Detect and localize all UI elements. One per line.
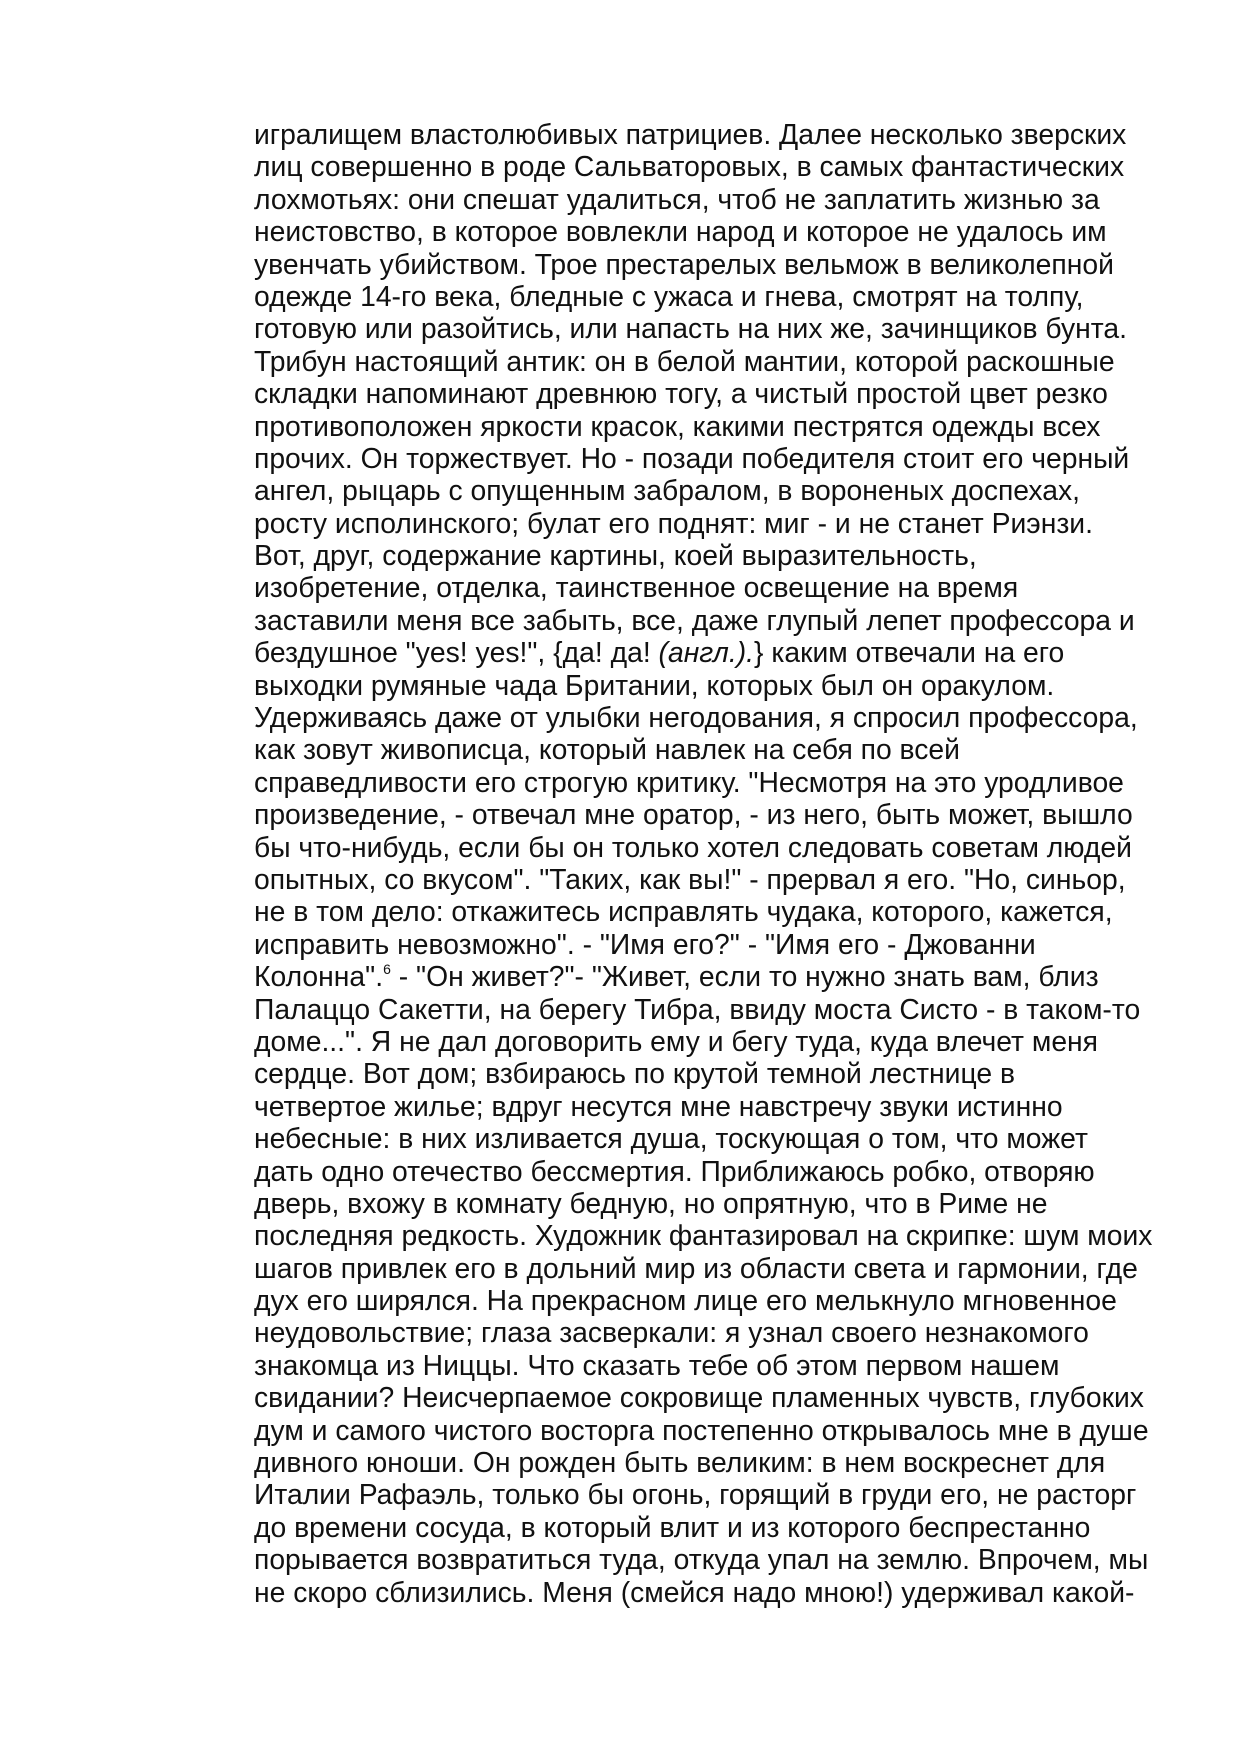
text-line [254, 1478, 1174, 1510]
text-line [254, 1252, 1174, 1284]
text-line [254, 831, 1174, 863]
text-line [254, 1543, 1174, 1575]
text-segment: не скоро сблизились. Меня (смейся надо мною!) удерживал какой- [254, 1575, 1135, 1608]
text-line [254, 248, 1174, 280]
text-segment: исправить невозможно". - "Имя его?" - "Имя его - Джованни [254, 927, 1036, 960]
text-line [254, 636, 1174, 668]
text-line [254, 571, 1174, 603]
text-line [254, 410, 1174, 442]
text-body [254, 118, 1174, 1608]
text-segment: не в том дело: откажитесь исправлять чудака, которого, кажется, [254, 895, 1113, 928]
text-segment: произведение, - отвечал мне оратор, - из него, быть может, вышло [254, 798, 1133, 831]
text-segment: - "Он живет?"- "Живет, если то нужно знать вам, близ [390, 960, 1099, 993]
text-line [254, 960, 1174, 992]
text-segment: Вот, друг, содержание картины, коей выразительность, [254, 539, 977, 572]
text-line [254, 118, 1174, 150]
text-line [254, 183, 1174, 215]
text-segment: заставили меня все забыть, все, даже глупый лепет профессора и [254, 603, 1135, 636]
text-segment: дверь, вхожу в комнату бедную, но опрятную, что в Риме не [254, 1186, 1048, 1219]
text-segment: увенчать убийством. Трое престарелых вельмож в великолепной [254, 247, 1114, 280]
text-line [254, 1414, 1174, 1446]
text-segment: справедливости его строгую критику. "Несмотря на это уродливое [254, 765, 1124, 798]
text-segment: свидании? Неисчерпаемое сокровище пламенных чувств, глубоких [254, 1381, 1144, 1414]
text-segment: дивного юноши. Он рожден быть великим: в нем воскреснет для [254, 1446, 1106, 1479]
text-line [254, 1025, 1174, 1057]
text-line [254, 895, 1174, 927]
text-segment: дум и самого чистого восторга постепенно открывалось мне в душе [254, 1413, 1149, 1446]
text-line [254, 1155, 1174, 1187]
text-line [254, 1349, 1174, 1381]
text-segment: ангел, рыцарь с опущенным забралом, в вороненых доспехах, [254, 474, 1080, 507]
text-segment: Палаццо Сакетти, на берегу Тибра, ввиду моста Систо - в таком-то [254, 992, 1141, 1025]
text-line [254, 669, 1174, 701]
text-line [254, 442, 1174, 474]
text-segment: небесные: в них изливается душа, тоскующая о том, что может [254, 1122, 1088, 1155]
text-segment: четвертое жилье; вдруг несутся мне навстречу звуки истинно [254, 1089, 1063, 1122]
text-segment: дать одно отечество бессмертия. Приближаюсь робко, отворяю [254, 1154, 1095, 1187]
text-line [254, 215, 1174, 247]
text-segment: Колонна". [254, 960, 384, 993]
text-segment: опытных, со вкусом". "Таких, как вы!" - прервал я его. "Но, синьор, [254, 862, 1126, 895]
text-segment: выходки румяные чада Британии, которых был он оракулом. [254, 668, 1055, 701]
text-line [254, 539, 1174, 571]
text-segment: бы что-нибудь, если бы он только хотел следовать советам людей [254, 830, 1132, 863]
text-segment: неудовольствие; глаза засверкали: я узнал своего незнакомого [254, 1316, 1089, 1349]
text-segment: } каким отвечали на его [754, 636, 1065, 669]
text-line [254, 928, 1174, 960]
text-line [254, 1446, 1174, 1478]
text-line [254, 993, 1174, 1025]
text-line [254, 1122, 1174, 1154]
text-segment: Удерживаясь даже от улыбки негодования, я спросил профессора, [254, 701, 1138, 734]
text-line [254, 280, 1174, 312]
text-line [254, 474, 1174, 506]
text-segment: до времени сосуда, в который влит и из которого беспрестанно [254, 1510, 1091, 1543]
text-segment: росту исполинского; булат его поднят: миг - и не станет Риэнзи. [254, 506, 1093, 539]
text-segment: игралищем властолюбивых патрициев. Далее несколько зверских [254, 118, 1127, 150]
text-segment: одежде 14-го века, бледные с ужаса и гнева, смотрят на толпу, [254, 279, 1084, 312]
text-segment: шагов привлек его в дольний мир из области света и гармонии, где [254, 1251, 1138, 1284]
text-line [254, 150, 1174, 182]
text-segment: противоположен яркости красок, какими пестрятся одежды всех [254, 409, 1101, 442]
text-line [254, 1381, 1174, 1413]
text-line [254, 377, 1174, 409]
text-line [254, 312, 1174, 344]
text-line [254, 345, 1174, 377]
text-line [254, 1511, 1174, 1543]
text-segment: лохмотьях: они спешат удалиться, чтоб не заплатить жизнью за [254, 182, 1100, 215]
text-segment: как зовут живописца, который навлек на себя по всей [254, 733, 960, 766]
text-segment: готовую или разойтись, или напасть на них же, зачинщиков бунта. [254, 312, 1128, 345]
text-segment: изобретение, отделка, таинственное освещение на время [254, 571, 1019, 604]
text-segment: складки напоминают древнюю тогу, а чистый простой цвет резко [254, 377, 1108, 410]
text-segment: прочих. Он торжествует. Но - позади победителя стоит его черный [254, 441, 1130, 474]
text-segment: последняя редкость. Художник фантазировал на скрипке: шум моих [254, 1219, 1153, 1252]
text-line [254, 701, 1174, 733]
text-line [254, 766, 1174, 798]
text-line [254, 507, 1174, 539]
text-line [254, 1219, 1174, 1251]
text-line [254, 798, 1174, 830]
italic-gloss: (англ.). [658, 636, 755, 669]
footnote-marker: 6 [383, 961, 391, 978]
text-line [254, 863, 1174, 895]
text-segment: доме...". Я не дал договорить ему и бегу туда, куда влечет меня [254, 1024, 1099, 1057]
text-line [254, 1090, 1174, 1122]
text-line [254, 604, 1174, 636]
text-line [254, 1284, 1174, 1316]
text-segment: порывается возвратиться туда, откуда упал на землю. Впрочем, мы [254, 1543, 1149, 1576]
text-segment: лиц совершенно в роде Сальваторовых, в самых фантастических [254, 150, 1125, 183]
text-line [254, 1187, 1174, 1219]
text-segment: знакомца из Ниццы. Что сказать тебе об этом первом нашем [254, 1348, 1060, 1381]
text-line [254, 1057, 1174, 1089]
text-line [254, 1576, 1174, 1608]
text-line [254, 733, 1174, 765]
text-segment: Трибун настоящий антик: он в белой мантии, которой раскошные [254, 344, 1115, 377]
text-segment: неистовство, в которое вовлекли народ и которое не удалось им [254, 215, 1107, 248]
text-segment: сердце. Вот дом; взбираюсь по крутой темной лестнице в [254, 1057, 1016, 1090]
text-segment: Италии Рафаэль, только бы огонь, горящий в груди его, не расторг [254, 1478, 1137, 1511]
text-segment: бездушное "yes! yes!", {да! да! [254, 636, 659, 669]
text-segment: дух его ширялся. На прекрасном лице его мелькнуло мгновенное [254, 1284, 1117, 1317]
text-line [254, 1316, 1174, 1348]
